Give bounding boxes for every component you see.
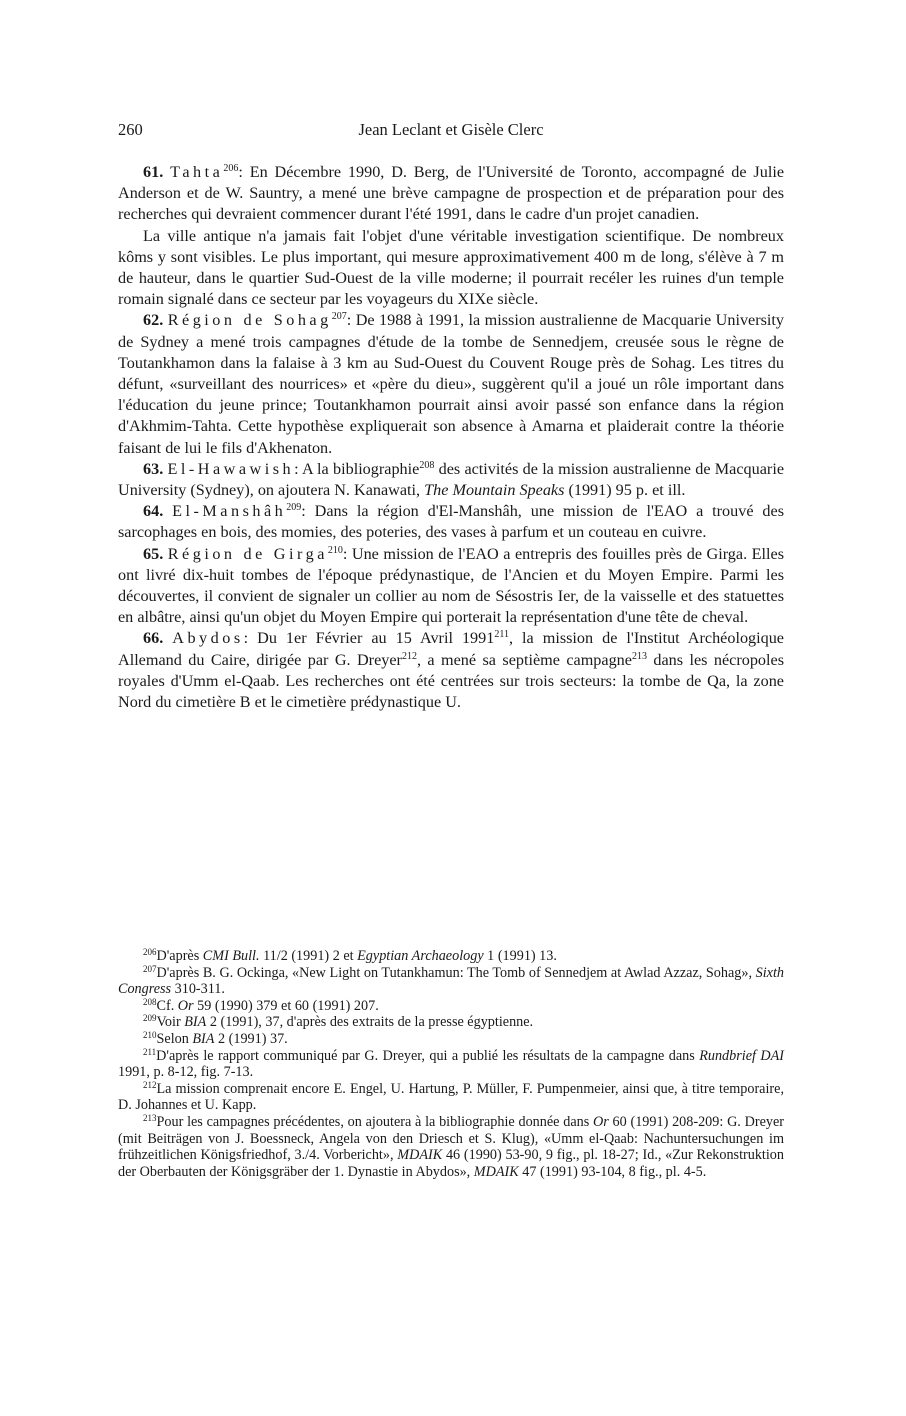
- journal-title: CMI Bull.: [202, 948, 260, 964]
- footnote-number: 208: [143, 996, 157, 1007]
- footnote-ref[interactable]: 207: [331, 311, 347, 323]
- footnote-206: [118, 948, 784, 965]
- running-header: [118, 120, 784, 144]
- section-number: 63.: [143, 459, 164, 478]
- footnote-text: 2 (1991), 37, d'après des extraits de la presse égyptienne.: [206, 1014, 534, 1031]
- section-64: [118, 501, 784, 543]
- footnote-text: D'après le rapport communiqué par G. Dreyer, qui a publié les résultats de la campagne dans: [156, 1047, 700, 1064]
- journal-title: Sixth Congress: [118, 964, 784, 998]
- section-61-para-2: La ville antique n'a jamais fait l'objet d'une véritable investigation scientifique. De nombreux kôms y sont visibles. Le plus important, qui mesure approximativement 400 m de long, s'élève à 7 m de hauteur, dans le quartier Sud-Ouest de la ville moderne; il pourrait recéler les ruines d'un temple romain signalé dans ce secteur par les voyageurs du XIXe siècle.: [118, 226, 784, 309]
- journal-title: MDAIK: [397, 1147, 443, 1164]
- journal-title: BIA: [192, 1030, 215, 1047]
- footnote-number: 209: [143, 1013, 157, 1024]
- section-number: 66.: [143, 629, 164, 648]
- footnotes: [118, 948, 784, 1180]
- section-text: , a mené sa septième campagne: [416, 650, 632, 669]
- section-text: : Dans la région d'El-Manshâh, une mission de l'EAO a trouvé des sarcophages en bois, des momies, des poteries, des vases à parfum et un couteau en cuivre.: [118, 502, 784, 542]
- section-text: dans les nécropoles royales d'Umm el-Qaab. Les recherches ont été centrées sur trois secteurs: la tombe de Qa, la zone Nord du cimetière B et le cimetière prédynastique U.: [118, 650, 785, 712]
- footnote-213: [118, 1114, 784, 1180]
- footnote-number: 207: [143, 963, 157, 974]
- site-name: El-Hawawish: [167, 459, 295, 478]
- section-number: 61.: [143, 163, 164, 181]
- footnote-text: Cf.: [156, 997, 178, 1014]
- journal-title: Egyptian Archaeology: [357, 948, 484, 964]
- footnote-text: 2 (1991) 37.: [214, 1030, 288, 1047]
- footnote-text: 310-311.: [171, 981, 225, 998]
- footnote-text: Pour les campagnes précédentes, on ajoutera à la bibliographie donnée dans: [156, 1113, 593, 1130]
- section-text: : Une mission de l'EAO a entrepris des fouilles près de Girga. Elles ont livré dix-huit tombes de l'époque prédynastique, de l'Ancien et du Moyen Empire. Parmi les découvertes, il convient de signaler un collier au nom de Sésostris Ier, de la vaisselle et des statuettes en albâtre, ainsi qu'un objet du Moyen Empire qui porterait la représentation d'une tête de cheval.: [118, 544, 785, 627]
- site-name: Tahta: [170, 163, 224, 181]
- section-65: [118, 544, 784, 629]
- section-text: : A la bibliographie: [294, 459, 420, 478]
- footnote-number: 210: [143, 1029, 157, 1040]
- section-text: : En Décembre 1990, D. Berg, de l'Université de Toronto, accompagné de Julie Anderson et de W. Sauntry, a mené une brève campagne de prospection et de préparation pour des recherches qui devraient commencer durant l'été 1991, dans le cadre d'un projet canadien.: [118, 163, 785, 224]
- section-61-para-1: [118, 162, 784, 226]
- footnote-number: 212: [143, 1079, 157, 1090]
- footnote-text: 59 (1990) 379 et 60 (1991) 207.: [193, 997, 379, 1014]
- footnote-ref[interactable]: 208: [419, 459, 435, 471]
- footnote-211: [118, 1048, 784, 1081]
- footnote-text: 11/2 (1991) 2 et: [259, 948, 358, 964]
- footnote-ref[interactable]: 213: [631, 650, 647, 662]
- section-number: 64.: [143, 502, 164, 521]
- footnote-ref[interactable]: 209: [286, 502, 302, 514]
- journal-title: BIA: [184, 1014, 207, 1031]
- footnote-ref[interactable]: 206: [223, 163, 239, 174]
- footnote-210: [118, 1031, 784, 1048]
- page-number: 260: [118, 120, 143, 139]
- footnote-text: La mission comprenait encore E. Engel, U. Hartung, P. Müller, F. Pumpenmeier, ainsi que, à titre temporaire, D. Johannes et U. Kapp.: [118, 1080, 784, 1114]
- footnote-text: 46 (1990) 53-90, 9 fig., pl. 18-27; Id., «Zur Rekonstruktion der Oberbauten der Königsgräber der 1. Dynastie in Abydos»,: [118, 1147, 784, 1180]
- journal-title: Or: [177, 997, 194, 1014]
- footnote-number: 211: [143, 1046, 157, 1057]
- footnote-number: 206: [143, 947, 157, 957]
- footnote-209: [118, 1014, 784, 1031]
- site-name: Abydos: [172, 629, 244, 648]
- site-name: Région de Girga: [167, 544, 328, 563]
- section-text: : De 1988 à 1991, la mission australienne de Macquarie University de Sydney a mené trois campagnes d'étude de la tombe de Sennedjem, creusée sous le règne de Toutankhamon dans la falaise à 3 km au Sud-Ouest du Couvent Rouge près de Sohag. Les titres du défunt, «surveillant des nourrices» et «père du dieu», suggèrent qu'il a joué un rôle important dans l'éducation du jeune prince; Toutankhamon pourrait ainsi avoir passé son enfance dans la région d'Akhmim-Tahta. Cette hypothèse expliquerait son absence à Amarna et plaiderait contre la théorie faisant de lui le fils d'Akhenaton.: [118, 311, 785, 457]
- site-name: El-Manshâh: [172, 502, 287, 521]
- running-title-authors: Jean Leclant et Gisèle Clerc: [358, 120, 544, 139]
- site-name: Région de Sohag: [167, 311, 332, 330]
- section-text: , la mission de l'Institut Archéologique Allemand du Caire, dirigée par G. Dreyer: [118, 629, 784, 669]
- footnote-text: 1991, p. 8-12, fig. 7-13.: [118, 1064, 254, 1081]
- section-63: [118, 459, 784, 501]
- section-number: 62.: [143, 311, 164, 330]
- section-62: [118, 310, 784, 458]
- footnote-text: 47 (1991) 93-104, 8 fig., pl. 4-5.: [518, 1163, 707, 1180]
- footnote-207: [118, 965, 784, 998]
- section-text: : Du 1er Février au 15 Avril 1991: [243, 629, 495, 648]
- section-text: (1991) 95 p. et ill.: [564, 481, 686, 500]
- footnote-text: 60 (1991) 208-209: G. Dreyer (mit Beiträgen von J. Boessneck, Angela von den Driesch et S. Klug), «Umm el-Qaab: Nachuntersuchungen im frühzeitlichen Königsfriedhof, 3./4. Vorbericht»,: [118, 1113, 785, 1164]
- footnote-text: D'après B. G. Ockinga, «New Light on Tutankhamun: The Tomb of Sennedjem at Awlad Azzaz, Sohag»,: [156, 964, 756, 981]
- footnote-208: [118, 998, 784, 1015]
- book-title: The Mountain Speaks: [424, 481, 565, 500]
- footnote-text: 1 (1991) 13.: [483, 948, 557, 964]
- journal-title: MDAIK: [473, 1163, 519, 1180]
- section-66: [118, 628, 784, 713]
- footnote-number: 213: [143, 1112, 157, 1123]
- section-number: 65.: [143, 544, 164, 563]
- footnote-text: Voir: [156, 1014, 185, 1031]
- footnote-ref[interactable]: 210: [327, 544, 343, 556]
- footnote-text: Selon: [156, 1030, 193, 1047]
- footnote-text: D'après: [156, 948, 203, 964]
- main-text: [118, 162, 784, 713]
- journal-title: Or: [593, 1113, 609, 1130]
- footnote-ref[interactable]: 212: [401, 650, 417, 662]
- journal-title: Rundbrief DAI: [699, 1047, 784, 1064]
- footnote-ref[interactable]: 211: [494, 629, 509, 641]
- section-text: des activités de la mission australienne de Macquarie University (Sydney), on ajoutera N. Kanawati,: [118, 459, 785, 500]
- footnote-212: [118, 1081, 784, 1114]
